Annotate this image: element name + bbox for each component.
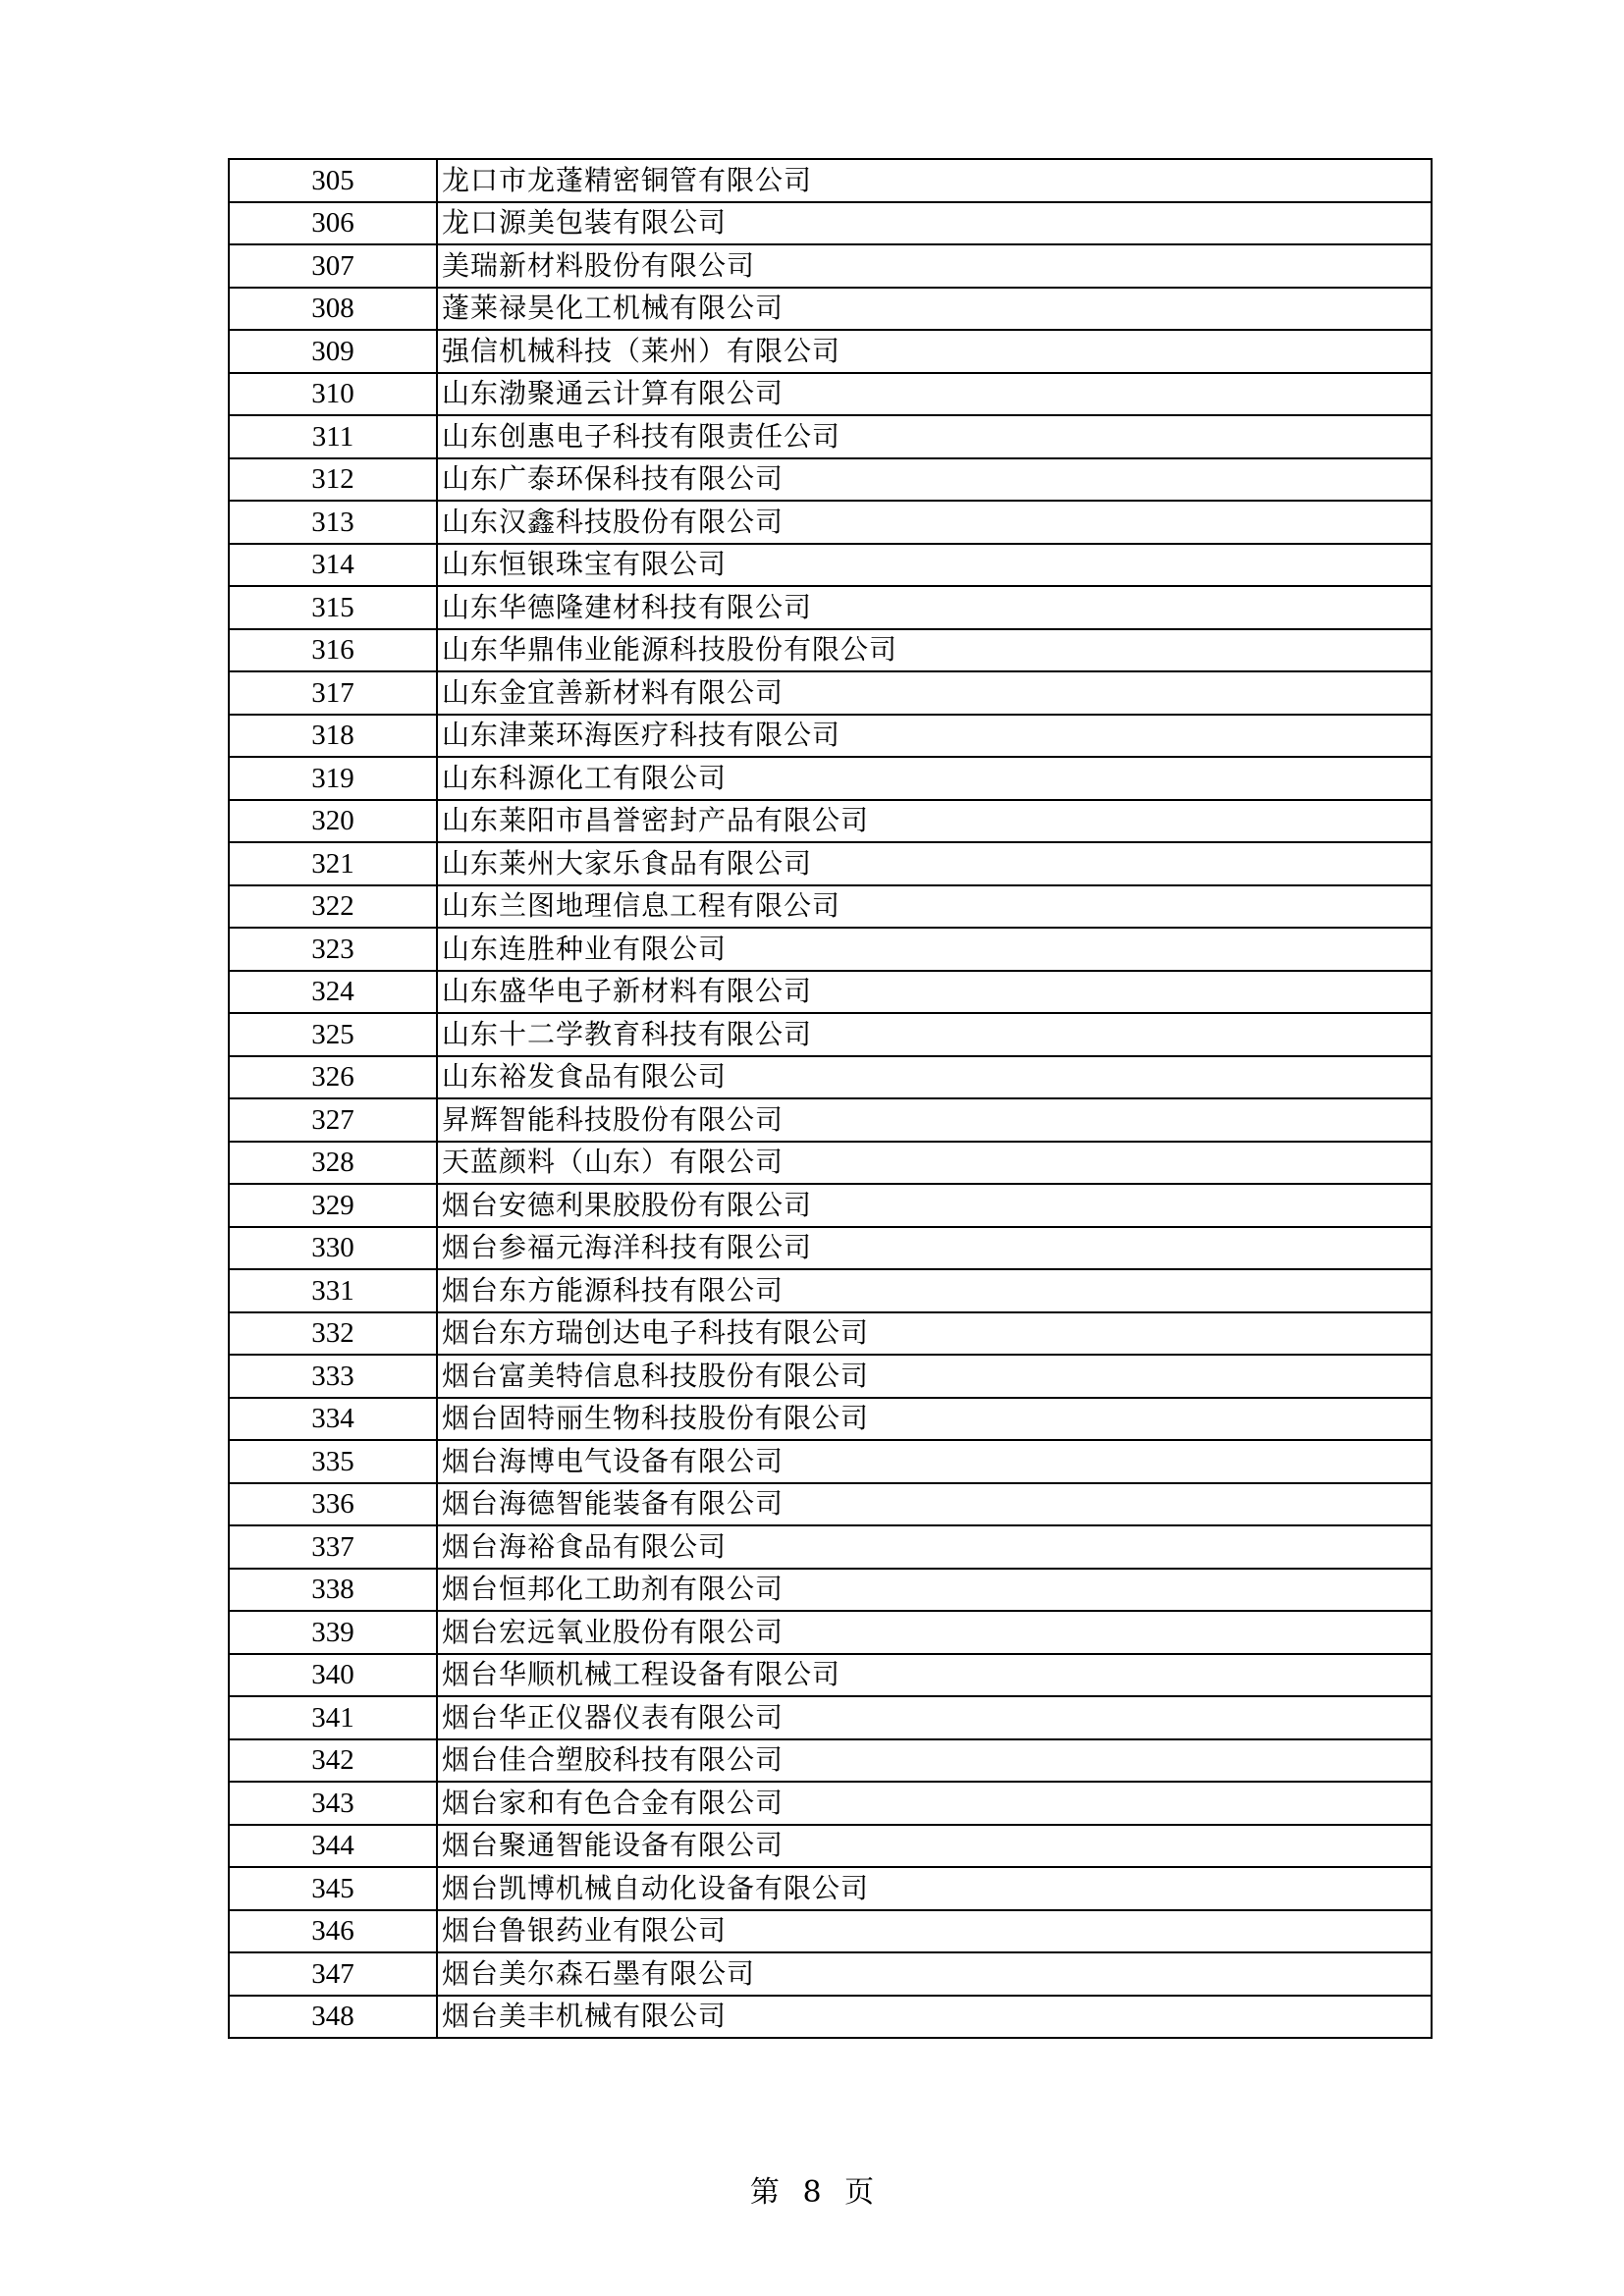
company-name: 山东莱阳市昌誉密封产品有限公司	[437, 800, 1432, 843]
table-row	[229, 159, 1432, 202]
company-name: 美瑞新材料股份有限公司	[437, 244, 1432, 288]
row-number: 328	[229, 1142, 437, 1185]
company-name: 烟台海德智能装备有限公司	[437, 1483, 1432, 1526]
row-number: 327	[229, 1098, 437, 1142]
table-row	[229, 244, 1432, 288]
company-name: 山东科源化工有限公司	[437, 757, 1432, 800]
company-name: 烟台东方瑞创达电子科技有限公司	[437, 1312, 1432, 1356]
company-name: 山东盛华电子新材料有限公司	[437, 971, 1432, 1014]
table-row	[229, 885, 1432, 929]
company-name: 山东广泰环保科技有限公司	[437, 458, 1432, 502]
table-row	[229, 800, 1432, 843]
table-row	[229, 1696, 1432, 1739]
company-name: 山东渤聚通云计算有限公司	[437, 373, 1432, 416]
page-number: 第 8 页	[749, 2175, 875, 2210]
row-number: 313	[229, 501, 437, 544]
company-name: 天蓝颜料（山东）有限公司	[437, 1142, 1432, 1185]
row-number: 314	[229, 544, 437, 587]
table-row	[229, 458, 1432, 502]
company-name: 烟台安德利果胶股份有限公司	[437, 1184, 1432, 1227]
table-row	[229, 1013, 1432, 1056]
table-row	[229, 202, 1432, 245]
table-body	[229, 159, 1432, 2038]
table-row	[229, 1398, 1432, 1441]
table-row	[229, 1782, 1432, 1825]
table-row	[229, 1355, 1432, 1398]
company-name: 山东兰图地理信息工程有限公司	[437, 885, 1432, 929]
table-row	[229, 415, 1432, 458]
company-name: 烟台海裕食品有限公司	[437, 1525, 1432, 1569]
row-number: 346	[229, 1910, 437, 1953]
company-name: 山东恒银珠宝有限公司	[437, 544, 1432, 587]
row-number: 331	[229, 1269, 437, 1312]
company-name: 烟台恒邦化工助剂有限公司	[437, 1569, 1432, 1612]
company-name: 龙口源美包装有限公司	[437, 202, 1432, 245]
row-number: 332	[229, 1312, 437, 1356]
table-row	[229, 1269, 1432, 1312]
table-row	[229, 1952, 1432, 1996]
table-row	[229, 288, 1432, 331]
table-row	[229, 1525, 1432, 1569]
company-name: 蓬莱禄昊化工机械有限公司	[437, 288, 1432, 331]
company-name: 烟台美尔森石墨有限公司	[437, 1952, 1432, 1996]
table-row	[229, 1739, 1432, 1783]
row-number: 312	[229, 458, 437, 502]
table-row	[229, 373, 1432, 416]
table-row	[229, 330, 1432, 373]
row-number: 316	[229, 629, 437, 672]
row-number: 320	[229, 800, 437, 843]
row-number: 325	[229, 1013, 437, 1056]
row-number: 337	[229, 1525, 437, 1569]
company-name: 龙口市龙蓬精密铜管有限公司	[437, 159, 1432, 202]
company-name: 烟台宏远氧业股份有限公司	[437, 1611, 1432, 1654]
row-number: 344	[229, 1825, 437, 1868]
company-name: 山东十二学教育科技有限公司	[437, 1013, 1432, 1056]
company-name: 山东裕发食品有限公司	[437, 1056, 1432, 1099]
company-name: 烟台华正仪器仪表有限公司	[437, 1696, 1432, 1739]
company-name: 山东汉鑫科技股份有限公司	[437, 501, 1432, 544]
company-name: 烟台聚通智能设备有限公司	[437, 1825, 1432, 1868]
company-name: 山东创惠电子科技有限责任公司	[437, 415, 1432, 458]
table-row	[229, 1910, 1432, 1953]
table-row	[229, 501, 1432, 544]
row-number: 319	[229, 757, 437, 800]
row-number: 336	[229, 1483, 437, 1526]
row-number: 310	[229, 373, 437, 416]
table-row	[229, 1825, 1432, 1868]
company-name: 山东连胜种业有限公司	[437, 928, 1432, 971]
row-number: 306	[229, 202, 437, 245]
table-row	[229, 586, 1432, 629]
table-row	[229, 1142, 1432, 1185]
table-row	[229, 1996, 1432, 2039]
company-list-table	[228, 158, 1433, 2039]
table-row	[229, 1312, 1432, 1356]
company-name: 烟台华顺机械工程设备有限公司	[437, 1654, 1432, 1697]
company-name: 烟台参福元海洋科技有限公司	[437, 1227, 1432, 1270]
row-number: 322	[229, 885, 437, 929]
company-name: 烟台富美特信息科技股份有限公司	[437, 1355, 1432, 1398]
table-row	[229, 629, 1432, 672]
table-row	[229, 1483, 1432, 1526]
row-number: 309	[229, 330, 437, 373]
company-name: 山东华鼎伟业能源科技股份有限公司	[437, 629, 1432, 672]
table-row	[229, 1098, 1432, 1142]
table-row	[229, 971, 1432, 1014]
company-name: 山东金宜善新材料有限公司	[437, 671, 1432, 715]
table-row	[229, 1056, 1432, 1099]
row-number: 329	[229, 1184, 437, 1227]
row-number: 323	[229, 928, 437, 971]
company-name: 山东津莱环海医疗科技有限公司	[437, 715, 1432, 758]
row-number: 340	[229, 1654, 437, 1697]
table-row	[229, 1867, 1432, 1910]
table-row	[229, 1440, 1432, 1483]
table-row	[229, 757, 1432, 800]
row-number: 342	[229, 1739, 437, 1783]
table-row	[229, 842, 1432, 885]
company-name: 山东莱州大家乐食品有限公司	[437, 842, 1432, 885]
table-row	[229, 671, 1432, 715]
table-row	[229, 544, 1432, 587]
row-number: 335	[229, 1440, 437, 1483]
company-name: 烟台家和有色合金有限公司	[437, 1782, 1432, 1825]
table-row	[229, 1654, 1432, 1697]
row-number: 326	[229, 1056, 437, 1099]
row-number: 341	[229, 1696, 437, 1739]
table-row	[229, 1184, 1432, 1227]
row-number: 347	[229, 1952, 437, 1996]
row-number: 321	[229, 842, 437, 885]
row-number: 307	[229, 244, 437, 288]
row-number: 339	[229, 1611, 437, 1654]
row-number: 315	[229, 586, 437, 629]
row-number: 338	[229, 1569, 437, 1612]
company-name: 烟台东方能源科技有限公司	[437, 1269, 1432, 1312]
company-name: 烟台鲁银药业有限公司	[437, 1910, 1432, 1953]
row-number: 334	[229, 1398, 437, 1441]
company-name: 山东华德隆建材科技有限公司	[437, 586, 1432, 629]
row-number: 305	[229, 159, 437, 202]
row-number: 343	[229, 1782, 437, 1825]
row-number: 348	[229, 1996, 437, 2039]
table-row	[229, 928, 1432, 971]
company-name: 烟台海博电气设备有限公司	[437, 1440, 1432, 1483]
table-row	[229, 1227, 1432, 1270]
table-row	[229, 1569, 1432, 1612]
row-number: 330	[229, 1227, 437, 1270]
row-number: 333	[229, 1355, 437, 1398]
row-number: 308	[229, 288, 437, 331]
row-number: 311	[229, 415, 437, 458]
row-number: 345	[229, 1867, 437, 1910]
table-row	[229, 1611, 1432, 1654]
company-name: 烟台佳合塑胶科技有限公司	[437, 1739, 1432, 1783]
company-name: 烟台凯博机械自动化设备有限公司	[437, 1867, 1432, 1910]
company-name: 烟台美丰机械有限公司	[437, 1996, 1432, 2039]
row-number: 317	[229, 671, 437, 715]
company-name: 昇辉智能科技股份有限公司	[437, 1098, 1432, 1142]
row-number: 318	[229, 715, 437, 758]
company-name: 烟台固特丽生物科技股份有限公司	[437, 1398, 1432, 1441]
company-name: 强信机械科技（莱州）有限公司	[437, 330, 1432, 373]
table-row	[229, 715, 1432, 758]
row-number: 324	[229, 971, 437, 1014]
